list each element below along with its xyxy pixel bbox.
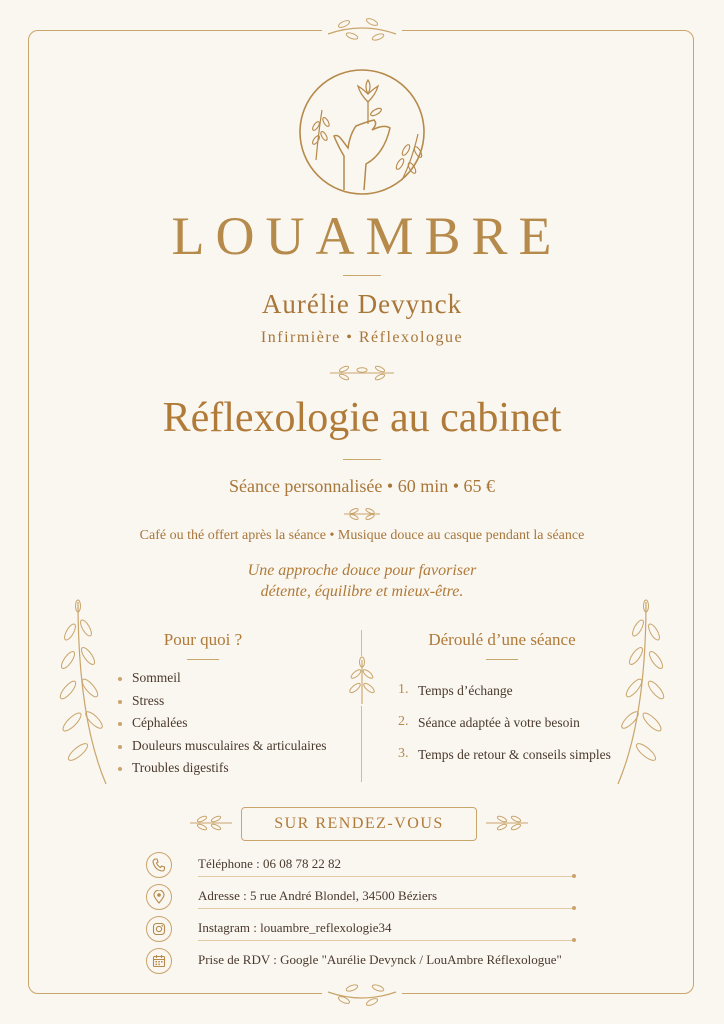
divider (343, 275, 381, 276)
page-title: Réflexologie au cabinet (162, 395, 562, 441)
step-text: Séance adaptée à votre besoin (418, 715, 580, 730)
appointment-badge: SUR RENDEZ-VOUS (241, 807, 477, 841)
practitioner-role: Infirmière • Réflexologue (260, 329, 464, 346)
tagline (0, 560, 724, 602)
contact-instagram (146, 916, 586, 946)
contact-text: Instagram : louambre_reflexologie34 (198, 920, 392, 935)
tagline-line: Une approche douce pour favoriser (247, 562, 477, 579)
small-leaf-divider-icon (340, 505, 384, 523)
instagram-icon (146, 916, 172, 942)
contact-underline (198, 940, 574, 941)
practitioner-name: Aurélie Devynck (261, 289, 463, 319)
contact-text: Téléphone : 06 08 78 22 82 (198, 856, 341, 871)
steps-heading: Déroulé d’une séance (428, 630, 576, 649)
list-item (398, 683, 628, 715)
brand-name: LOUAMBRE (171, 206, 563, 266)
contact-underline (198, 876, 574, 877)
session-extras: Café ou thé offert après la séance • Musique douce au casque pendant la séance (139, 528, 585, 543)
right-leaf-ornament (484, 812, 530, 834)
contact-address (146, 884, 586, 914)
list-item (398, 715, 628, 747)
contact-dot (572, 938, 576, 942)
divider (343, 459, 381, 460)
step-text: Temps d’échange (418, 683, 513, 698)
contact-phone (146, 852, 586, 882)
contact-dot (572, 874, 576, 878)
left-branch-ornament (48, 598, 112, 788)
why-heading: Pour quoi ? (163, 630, 243, 649)
divider (187, 659, 219, 660)
step-text: Temps de retour & conseils simples (418, 747, 611, 762)
location-pin-icon (146, 884, 172, 910)
contact-text: Prise de RDV : Google "Aurélie Devynck / LouAmbre Réflexologue" (198, 952, 562, 967)
left-leaf-ornament (188, 812, 234, 834)
contact-dot (572, 906, 576, 910)
list-item: Douleurs musculaires & articulaires (116, 738, 356, 761)
list-item (398, 747, 628, 779)
column-divider (361, 630, 362, 782)
list-item: Troubles digestifs (116, 760, 356, 783)
why-list (116, 670, 356, 783)
step-number: 1. (398, 682, 409, 697)
steps-list (398, 683, 628, 779)
contact-underline (198, 908, 574, 909)
divider (486, 659, 518, 660)
phone-icon (146, 852, 172, 878)
bottom-leaf-ornament (322, 976, 402, 1012)
list-item: Stress (116, 693, 356, 716)
list-item: Céphalées (116, 715, 356, 738)
contact-text: Adresse : 5 rue André Blondel, 34500 Béziers (198, 888, 438, 903)
hand-flower-logo-icon (294, 64, 430, 200)
tagline-line: détente, équilibre et mieux-être. (260, 583, 464, 600)
list-item: Sommeil (116, 670, 356, 693)
step-number: 3. (398, 746, 409, 761)
top-leaf-ornament (322, 12, 402, 48)
sprig-icon (348, 656, 376, 706)
calendar-icon (146, 948, 172, 974)
contact-booking (146, 948, 586, 978)
small-leaf-divider-icon (326, 362, 398, 384)
step-number: 2. (398, 714, 409, 729)
session-details: Séance personnalisée • 60 min • 65 € (228, 476, 496, 496)
